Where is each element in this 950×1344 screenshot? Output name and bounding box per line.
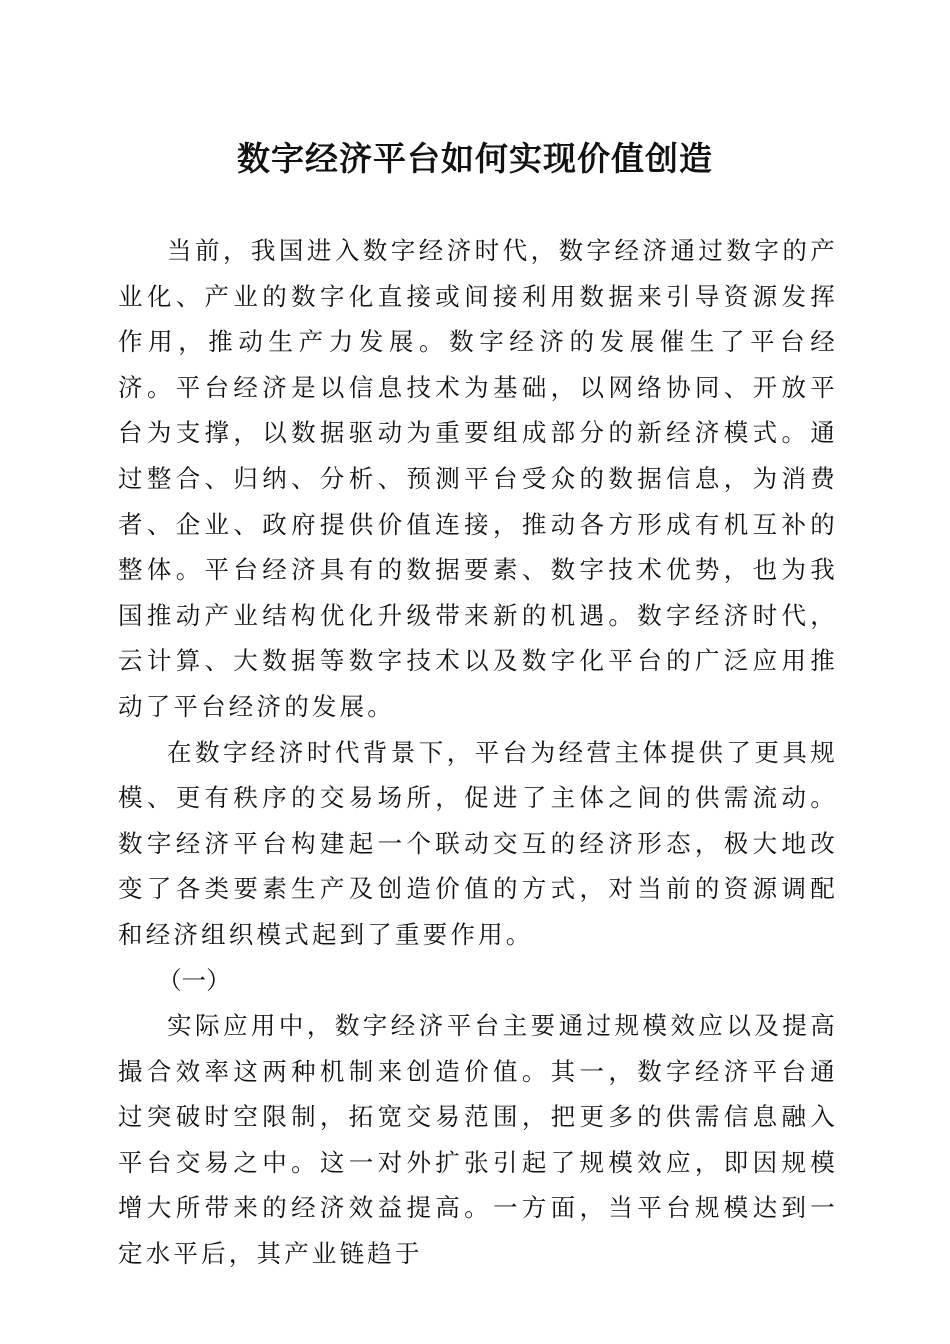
paragraph-1: 当前，我国进入数字经济时代，数字经济通过数字的产业化、产业的数字化直接或间接利用数据来引导资源发挥作用，推动生产力发展。数字经济的发展催生了平台经济。平台经济是以信息技术为基础，以网络协同、开放平台为支撑，以数据驱动为重要组成部分的新经济模式。通过整合、归纳、分析、预测平台受众的数据信息，为消费者、企业、政府提供价值连接，推动各方形成有机互补的整体。平台经济具有的数据要素、数字技术优势，也为我国推动产业结构优化升级带来新的机遇。数字经济时代，云计算、大数据等数字技术以及数字化平台的广泛应用推动了平台经济的发展。 bbox=[118, 236, 838, 721]
section-heading: （一） bbox=[157, 965, 231, 995]
paragraph-3: 实际应用中，数字经济平台主要通过规模效应以及提高撮合效率这两种机制来创造价值。其一，数字经济平台通过突破时空限制，拓宽交易范围，把更多的供需信息融入平台交易之中。这一对外扩张引起了规模效应，即因规模增大所带来的经济效益提高。一方面，当平台规模达到一定水平后，其产业链趋于 bbox=[118, 1011, 838, 1269]
paragraph-2: 在数字经济时代背景下，平台为经营主体提供了更具规模、更有秩序的交易场所，促进了主体之间的供需流动。数字经济平台构建起一个联动交互的经济形态，极大地改变了各类要素生产及创造价值的方式，对当前的资源调配和经济组织模式起到了重要作用。 bbox=[118, 737, 838, 949]
document-body bbox=[118, 228, 838, 1277]
document-title: 数字经济平台如何实现价值创造 bbox=[237, 139, 713, 178]
